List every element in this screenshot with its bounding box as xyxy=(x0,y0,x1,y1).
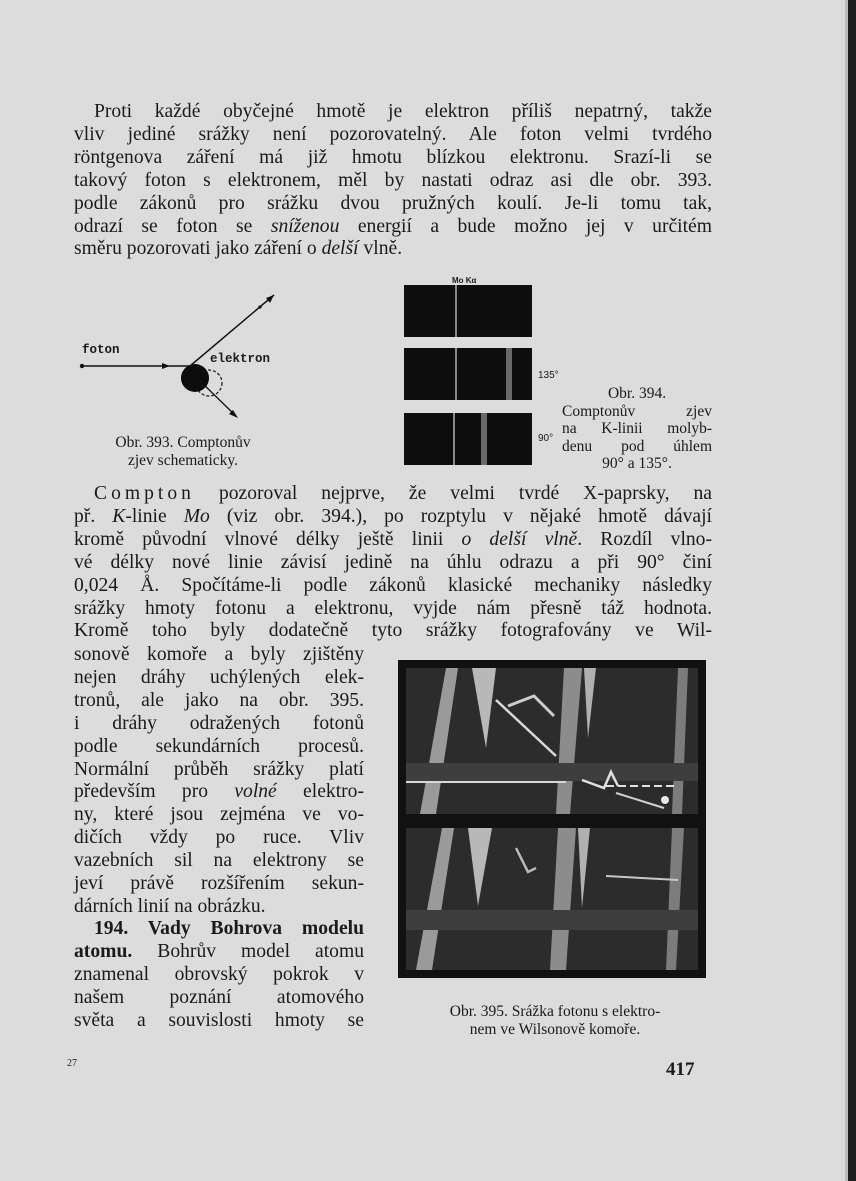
text-run: především pro xyxy=(74,781,235,803)
emphasis-text: delší xyxy=(321,238,359,260)
shifted-line xyxy=(481,413,487,465)
text-run: (viz obr. 394.), po rozptylu v nějaké hmotě dávají xyxy=(209,505,712,527)
section-heading xyxy=(74,918,364,941)
figure-394-spectra xyxy=(404,276,564,472)
text-line: 0,024 Å. Spočítáme-li podle zákonů klasické mechaniky následky xyxy=(74,574,712,596)
original-line xyxy=(453,413,455,465)
text-run: . Rozdíl vlno- xyxy=(577,528,713,550)
text-run: elektro- xyxy=(276,781,364,803)
text-line: takový foton s elektronem, měl by nastati odraz asi dle obr. 393. xyxy=(74,169,712,191)
caption-line: Obr. 394. xyxy=(607,385,667,402)
text-run: př. xyxy=(74,505,113,527)
text-line: röntgenova záření má již hmotu blízkou elektronu. Srazí-li se xyxy=(74,146,712,168)
text-line: Kromě toho byly dodatečně tyto srážky fotografovány ve Wil- xyxy=(74,620,712,642)
text-line xyxy=(74,216,712,239)
caption-line: 90° a 135°. xyxy=(602,455,672,472)
emphasis-text: Mo xyxy=(183,505,210,527)
text-line: nejen dráhy uchýlených elek- xyxy=(74,666,364,688)
text-line: vazebních sil na elektrony se xyxy=(74,850,364,872)
text-line xyxy=(74,506,712,529)
text-line: srážky hmoty fotonu a elektronu, vyjde nám přesně táž hodnota. xyxy=(74,597,712,619)
shifted-line xyxy=(506,348,512,400)
spaced-name: Compton xyxy=(94,483,195,504)
text-line: dičích vždy po ruce. Vliv xyxy=(74,827,364,849)
figure-393-caption xyxy=(78,434,288,469)
text-line: našem poznání atomového xyxy=(74,986,364,1008)
text-line: jeví právě rozšířením sekun- xyxy=(74,873,364,895)
text-line: dárních linií na obrázku. xyxy=(74,895,266,917)
cloud-chamber-tracks-icon xyxy=(406,828,698,970)
text-line xyxy=(74,483,712,506)
paragraph-intro xyxy=(74,101,712,261)
text-run: pozoroval nejprve, že velmi tvrdé X-paprsky, na xyxy=(194,483,712,504)
figure-393-diagram xyxy=(78,285,298,425)
angle-90-label: 90° xyxy=(538,433,554,444)
caption-line: Comptonův zjev xyxy=(562,402,712,420)
figure-394-caption xyxy=(562,385,712,473)
angle-135-label: 135° xyxy=(538,370,559,381)
text-run: vlně. xyxy=(358,238,403,260)
text-line: světa a souvislosti hmoty se xyxy=(74,1009,364,1031)
text-line: podle sekundárních procesů. xyxy=(74,735,364,757)
text-line: Proti každé obyčejné hmotě je elektron příliš nepatrný, takže xyxy=(94,101,712,122)
cloud-chamber-tracks-icon xyxy=(406,668,698,814)
spectrum-strip-135 xyxy=(404,348,532,400)
text-line: podle zákonů pro srážku dvou pružných koulí. Je-li tomu tak, xyxy=(74,192,712,214)
caption-line: zjev schematicky. xyxy=(127,451,239,469)
text-line xyxy=(74,781,364,804)
heading-text: 194. Vady Bohrova modelu xyxy=(94,918,364,939)
text-line xyxy=(74,529,712,552)
figure-395-caption xyxy=(395,1003,715,1038)
signature-mark: 27 xyxy=(67,1058,77,1069)
spectrum-strip-primary xyxy=(404,285,532,337)
emphasis-text: sníženou xyxy=(270,215,340,237)
text-line xyxy=(74,238,712,261)
photo-frame-bottom xyxy=(406,828,698,970)
page-number: 417 xyxy=(666,1059,695,1080)
text-run: směru pozorovati jako záření o xyxy=(74,238,322,260)
caption-line: nem ve Wilsonově komoře. xyxy=(469,1020,641,1038)
text-line: vé délky nové linie závisí jedině na úhlu odrazu a při 90° činí xyxy=(74,551,712,573)
text-line: tronů, ale jako na obr. 395. xyxy=(74,689,364,711)
text-line: sonově komoře a byly zjištěny xyxy=(74,644,364,665)
electron-label: elektron xyxy=(210,352,271,366)
caption-line: denu pod úhlem xyxy=(562,437,712,455)
text-run: -linie xyxy=(125,505,184,527)
text-run: odrazí se foton se xyxy=(74,215,271,237)
text-line: Normální průběh srážky platí xyxy=(74,758,364,780)
caption-line: Obr. 395. Srážka fotonu s elektro- xyxy=(449,1003,661,1020)
text-run: energií a bude možno jej v určitém xyxy=(339,215,712,237)
figure-395-photograph xyxy=(398,660,706,978)
spectrum-strip-90 xyxy=(404,413,532,465)
text-line: znamenal obrovský pokrok v xyxy=(74,963,364,985)
text-line: i dráhy odražených fotonů xyxy=(74,712,364,734)
caption-line: Obr. 393. Comptonův xyxy=(115,434,251,451)
paragraph-compton xyxy=(74,483,712,643)
emphasis-text: volné xyxy=(234,781,277,803)
original-line xyxy=(455,348,457,400)
page-edge xyxy=(848,0,856,1181)
emphasis-text: o delší vlně xyxy=(461,528,578,550)
emphasis-text: K xyxy=(112,505,126,527)
text-run: Bohrův model atomu xyxy=(132,940,364,962)
text-line xyxy=(74,941,364,964)
original-line xyxy=(455,285,457,337)
text-line: vliv jediné srážky není pozorovatelný. Ale foton velmi tvrdého xyxy=(74,123,712,145)
caption-line: na K-linii molyb- xyxy=(562,420,712,437)
heading-text: atomu. xyxy=(74,940,133,962)
paragraph-wilson-chamber xyxy=(74,644,364,919)
photo-frame-top xyxy=(406,668,698,814)
photon-label: foton xyxy=(82,343,120,357)
section-194 xyxy=(74,918,364,1033)
text-run: kromě původní vlnové délky ještě linii xyxy=(74,528,462,550)
mo-k-alpha-label: Mo Kα xyxy=(452,276,477,285)
text-line: ny, které jsou zejména ve vo- xyxy=(74,804,364,826)
